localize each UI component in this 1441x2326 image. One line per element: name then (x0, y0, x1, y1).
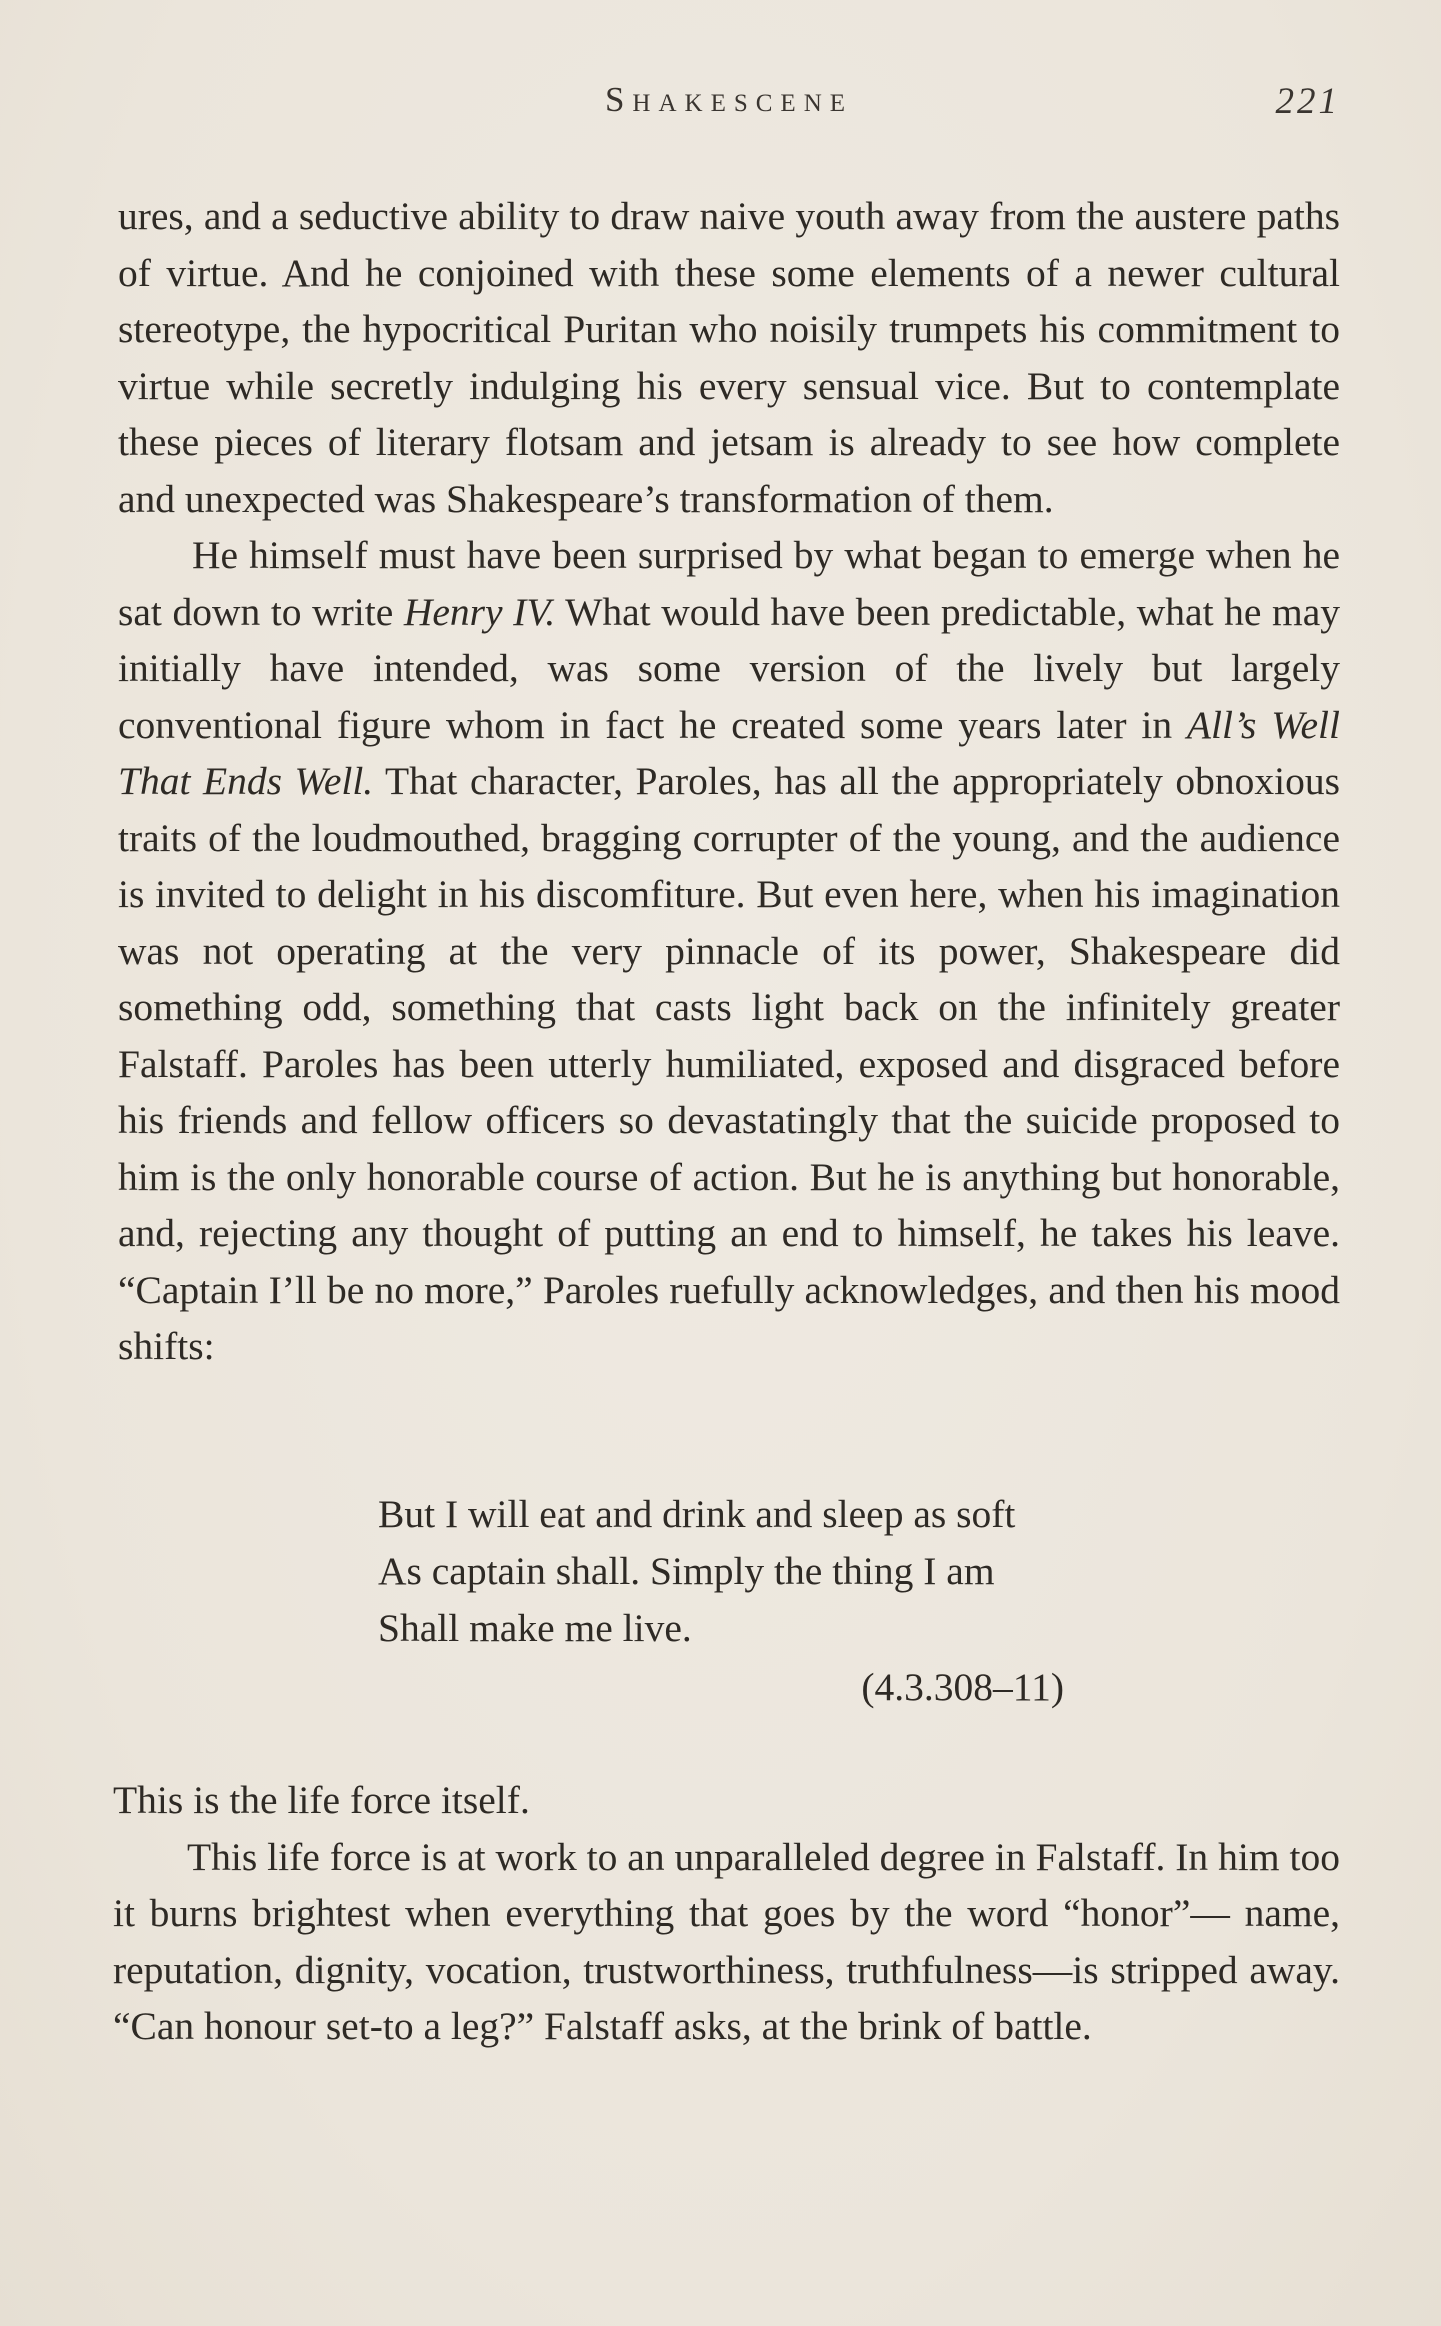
paragraph-2 (118, 527, 1340, 1375)
paragraph-2-text-a: He himself must have been surprised by what began to emerge when he sat down to write (118, 533, 1340, 634)
paragraph-2-text-c: That character, Paroles, has all the appropriately obnoxious traits of the loudmouthed, bragging corrupter of the young, and the audience is invited to delight in his discomfiture. But even here, when his imagination was not operating at the very pinnacle of its power, Shakespeare did something odd, something that casts light back on the infinitely greater Falstaff. Paroles has been utterly humiliated, exposed and disgraced before his friends and fellow officers so devastatingly that the suicide proposed to him is the only honorable course of action. But he is anything but honorable, and, rejecting any thought of putting an end to himself, he takes his leave. “Captain I’ll be no more,” Paroles ruefully acknowledges, and then his mood shifts: (118, 759, 1340, 1368)
verse-citation: (4.3.308–11) (861, 1665, 1064, 1709)
running-head (118, 80, 1340, 130)
verse-line: Shall make me live. (378, 1606, 692, 1650)
running-title: Shakescene (604, 80, 854, 119)
verse-line: But I will eat and drink and sleep as soft (378, 1492, 1016, 1536)
paragraph-1: ures, and a seductive ability to draw naive youth away from the austere paths of virtue. And he conjoined with these some elements of a newer cultural stereotype, the hypocritical Puritan who noisily trumpets his commitment to virtue while secretly indulging his every sensual vice. But to contemplate these pieces of literary flotsam and jetsam is already to see how complete and unexpected was Shakespeare’s transformation of them. (118, 194, 1340, 521)
page-number: 221 (1275, 81, 1340, 122)
title-alls-well: All’s Well That Ends Well. (118, 702, 1340, 803)
main-text-continued (113, 1772, 1340, 2055)
main-text (118, 188, 1340, 1375)
paragraph-4: This life force is at work to an unparalleled degree in Falstaff. In him too it burns brightest when everything that goes by the word “honor”— name, reputation, dignity, vocation, trustworthiness, truthfulness—is stripped away. “Can honour set-to a leg?” Falstaff asks, at the brink of battle. (113, 1834, 1340, 2048)
verse-quotation (378, 1486, 1078, 1716)
paragraph-2-text-b: What would have been predictable, what he may initially have intended, was some version of the lively but largely conventional figure whom in fact he created some years later in (118, 589, 1340, 747)
paragraph-3: This is the life force itself. (113, 1778, 530, 1822)
verse-line: As captain shall. Simply the thing I am (378, 1549, 995, 1593)
title-henry-iv: Henry IV. (403, 589, 556, 634)
